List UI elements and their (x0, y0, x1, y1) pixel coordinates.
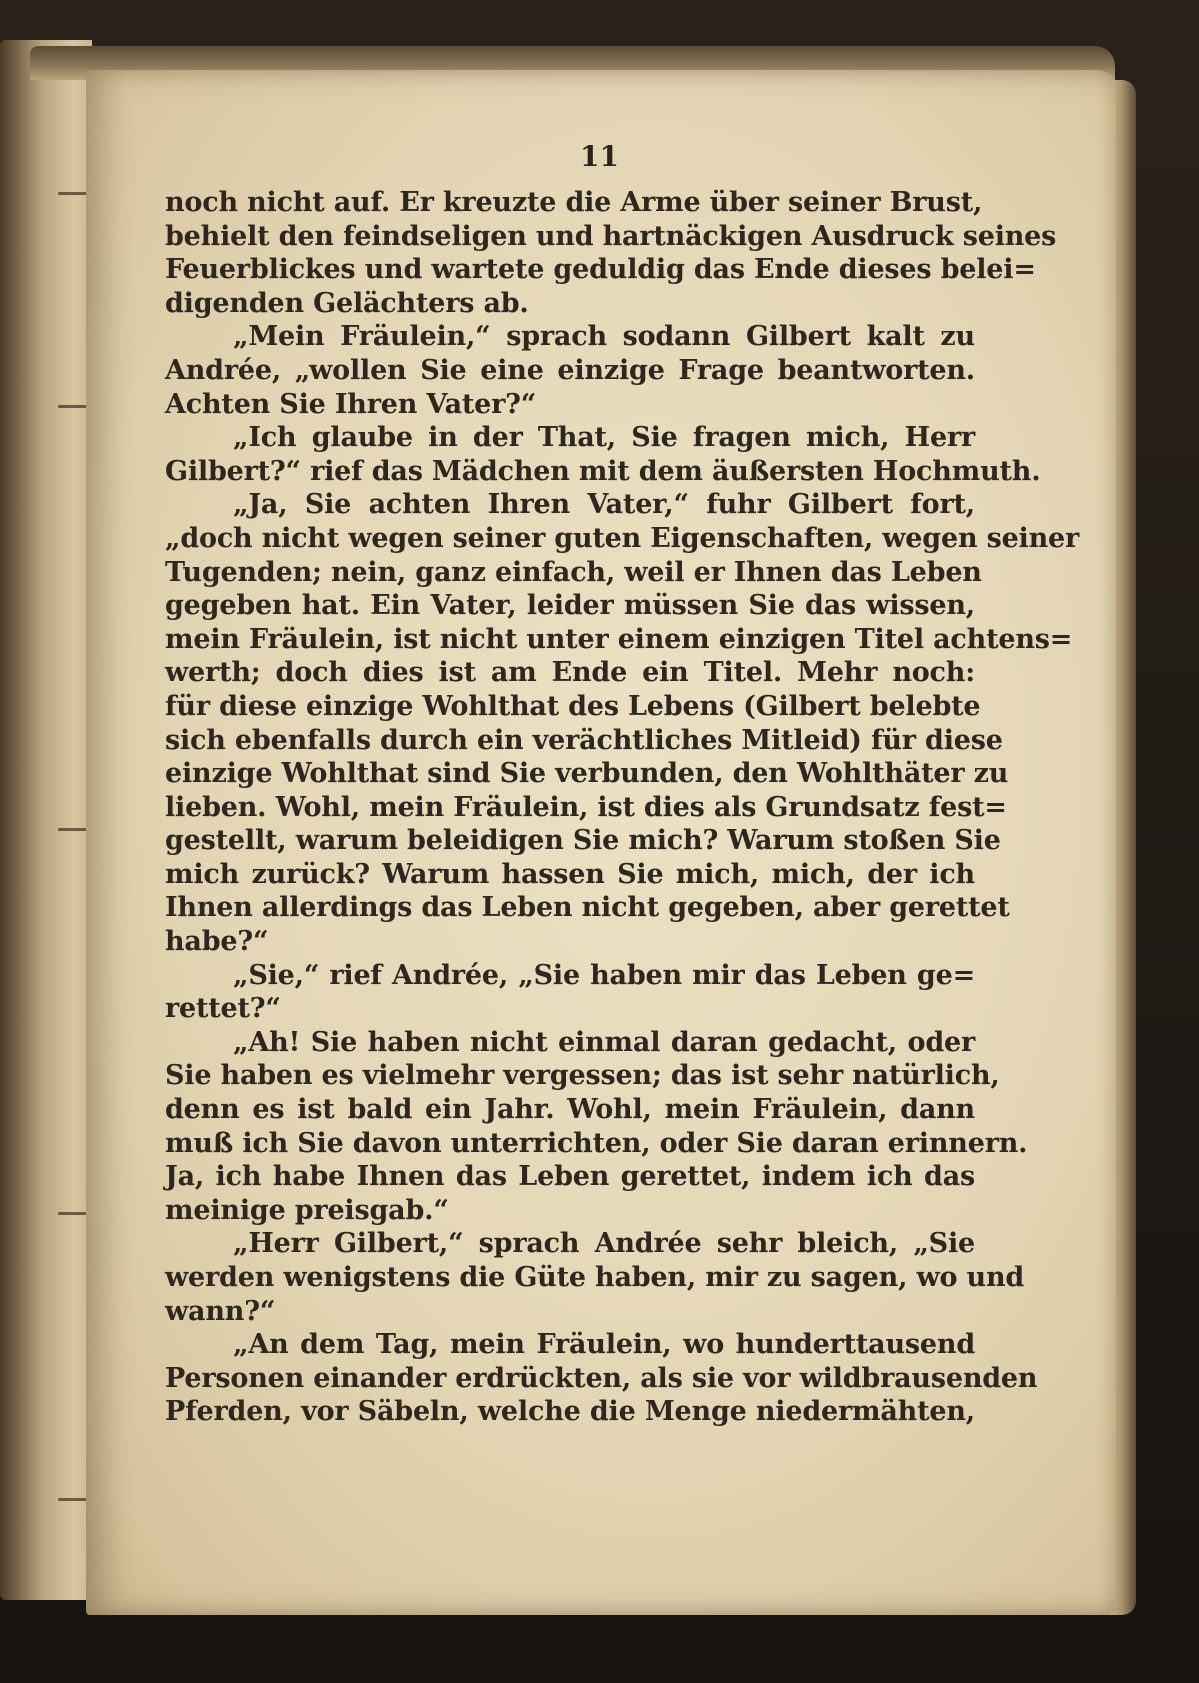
text-line: werth; doch dies ist am Ende ein Titel. Mehr noch: (165, 657, 975, 689)
text-line: gegeben hat. Ein Vater, leider müssen Sie das wissen, (165, 590, 975, 622)
text-line: Andrée, „wollen Sie eine einzige Frage beantworten. (165, 354, 975, 386)
text-line: „Ja, Sie achten Ihren Vater,“ fuhr Gilbert fort, (233, 489, 975, 521)
text-line: „An dem Tag, mein Fräulein, wo hunderttausend (233, 1329, 975, 1361)
text-line: digenden Gelächters ab. (165, 287, 529, 319)
text-line: Tugenden; nein, ganz einfach, weil er Ihnen das Leben (165, 556, 982, 588)
text-line: „Ah! Sie haben nicht einmal daran gedacht, oder (233, 1026, 975, 1058)
text-line: mich zurück? Warum hassen Sie mich, mich, der ich (165, 858, 975, 890)
text-line: für diese einzige Wohlthat des Lebens (Gilbert belebte (165, 690, 981, 722)
text-line: Sie haben es vielmehr vergessen; das ist sehr natürlich, (165, 1060, 1000, 1092)
text-line: sich ebenfalls durch ein verächtliches Mitleid) für diese (165, 724, 1003, 756)
text-line: wann?“ (165, 1295, 276, 1327)
text-line: Ja, ich habe Ihnen das Leben gerettet, indem ich das (165, 1161, 975, 1193)
text-line: habe?“ (165, 926, 269, 958)
text-line: Achten Sie Ihren Vater?“ (165, 388, 537, 420)
text-line: werden wenigstens die Güte haben, mir zu sagen, wo und (165, 1262, 1025, 1293)
text-line: muß ich Sie davon unterrichten, oder Sie daran erinnern. (165, 1127, 1028, 1159)
text-line: rettet?“ (165, 993, 281, 1025)
text-line: Personen einander erdrückten, als sie vor wildbrausenden (165, 1362, 1038, 1394)
text-line: denn es ist bald ein Jahr. Wohl, mein Fräulein, dann (165, 1094, 975, 1126)
text-line: Feuerblickes und wartete geduldig das Ende dieses belei= (165, 254, 1036, 286)
body-text (165, 186, 1080, 1429)
text-line: Gilbert?“ rief das Mädchen mit dem äußersten Hochmuth. (165, 455, 1041, 487)
book-spine-edge (0, 40, 92, 1600)
text-line: mein Fräulein, ist nicht unter einem einzigen Titel achtens= (165, 623, 1073, 655)
page-number: 11 (580, 140, 619, 173)
text-line: einzige Wohlthat sind Sie verbunden, den Wohlthäter zu (165, 758, 1009, 790)
text-line: „Sie,“ rief Andrée, „Sie haben mir das Leben ge= (233, 959, 975, 991)
text-line: „Mein Fräulein,“ sprach sodann Gilbert kalt zu (233, 321, 975, 353)
text-line: noch nicht auf. Er kreuzte die Arme über seiner Brust, (165, 187, 983, 218)
text-line: behielt den feindseligen und hartnäckigen Ausdruck seines (165, 220, 1057, 252)
text-line: meinige preisgab.“ (165, 1194, 449, 1226)
text-line: gestellt, warum beleidigen Sie mich? Warum stoßen Sie (165, 825, 1001, 857)
text-line: „Herr Gilbert,“ sprach Andrée sehr bleich, „Sie (233, 1228, 975, 1260)
text-line: „Ich glaube in der That, Sie fragen mich, Herr (233, 422, 975, 454)
text-line: Pferden, vor Säbeln, welche die Menge niedermähten, (165, 1396, 975, 1428)
text-line: lieben. Wohl, mein Fräulein, ist dies als Grundsatz fest= (165, 791, 1007, 823)
text-line: „doch nicht wegen seiner guten Eigenschaften, wegen seiner (165, 522, 1080, 554)
text-line: Ihnen allerdings das Leben nicht gegeben, aber gerettet (165, 892, 1010, 924)
